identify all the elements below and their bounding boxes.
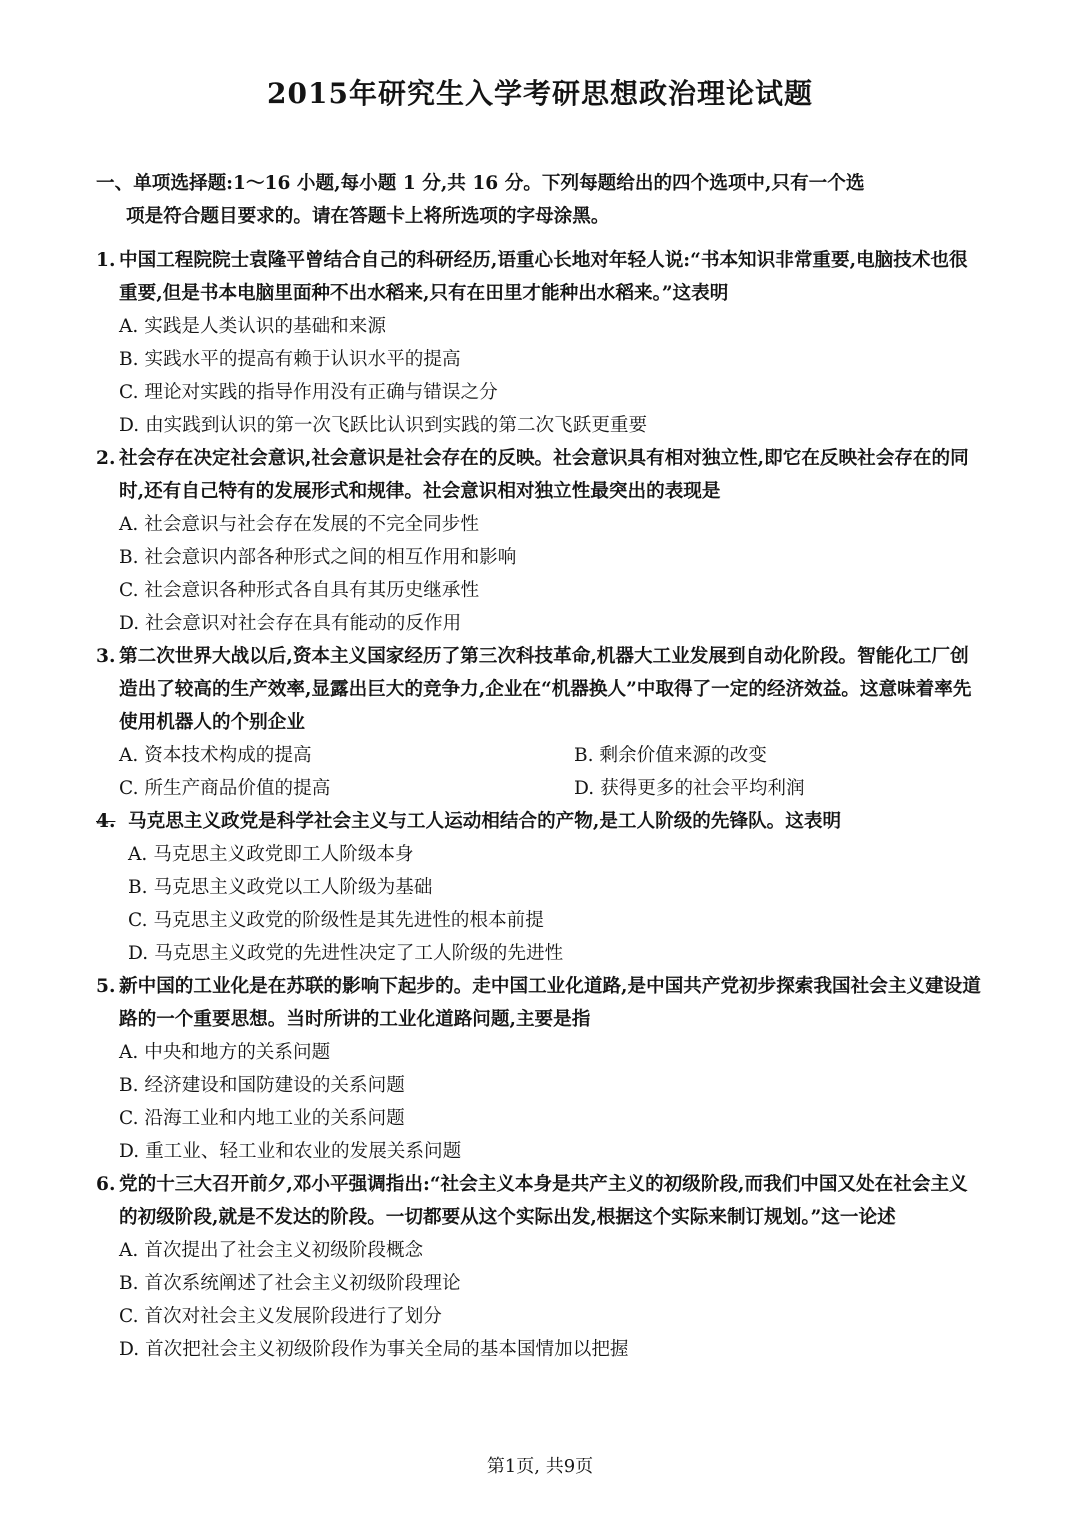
option-a: A. 中央和地方的关系问题 — [119, 1042, 331, 1063]
question-3 — [96, 640, 986, 805]
option-a: A. 马克思主义政党即工人阶级本身 — [128, 844, 414, 865]
question-stem — [96, 244, 986, 310]
option-c: C. 所生产商品价值的提高 — [119, 778, 331, 799]
option-a: A. 实践是人类认识的基础和来源 — [119, 316, 386, 337]
question-number: 5. — [96, 976, 116, 997]
question-text: 第二次世界大战以后,资本主义国家经历了第三次科技革命,机器大工业发展到自动化阶段。智能化工厂创造出了较高的生产效率,显露出巨大的竞争力,企业在“机器换人”中取得了一定的经济效益。这意味着率先使用机器人的个别企业 — [119, 646, 972, 733]
option-b: B. 经济建设和国防建设的关系问题 — [119, 1075, 405, 1096]
section-instructions — [96, 167, 996, 233]
option-b: B. 剩余价值来源的改变 — [574, 745, 767, 766]
question-1 — [96, 244, 986, 442]
option-d: D. 首次把社会主义初级阶段作为事关全局的基本国情加以把握 — [119, 1339, 629, 1360]
option-c: C. 社会意识各种形式各自具有其历史继承性 — [119, 580, 480, 601]
option-list — [96, 838, 986, 970]
question-stem — [96, 640, 986, 739]
option-c: C. 马克思主义政党的阶级性是其先进性的根本前提 — [128, 910, 544, 931]
question-text: 马克思主义政党是科学社会主义与工人运动相结合的产物,是工人阶级的先锋队。这表明 — [128, 811, 842, 832]
option-d: D. 马克思主义政党的先进性决定了工人阶级的先进性 — [128, 943, 564, 964]
question-number: 3. — [96, 646, 116, 667]
question-stem — [96, 1168, 986, 1234]
question-2 — [96, 442, 986, 640]
option-d: D. 由实践到认识的第一次飞跃比认识到实践的第二次飞跃更重要 — [119, 415, 648, 436]
question-5 — [96, 970, 986, 1168]
question-number: 1. — [96, 250, 116, 271]
option-list — [96, 739, 986, 805]
question-number: 6. — [96, 1174, 116, 1195]
option-b: B. 首次系统阐述了社会主义初级阶段理论 — [119, 1273, 461, 1294]
option-a: A. 资本技术构成的提高 — [119, 745, 312, 766]
question-4 — [96, 805, 986, 970]
option-c: C. 首次对社会主义发展阶段进行了划分 — [119, 1306, 442, 1327]
question-6 — [96, 1168, 986, 1366]
option-list — [96, 508, 986, 640]
option-list — [96, 310, 986, 442]
question-list — [96, 244, 986, 1366]
option-list — [96, 1036, 986, 1168]
option-b: B. 实践水平的提高有赖于认识水平的提高 — [119, 349, 461, 370]
section-instructions-line2: 项是符合题目要求的。请在答题卡上将所选项的字母涂黑。 — [126, 206, 610, 227]
option-a: A. 首次提出了社会主义初级阶段概念 — [119, 1240, 424, 1261]
page-title: 2015年研究生入学考研思想政治理论试题 — [267, 77, 813, 110]
option-a: A. 社会意识与社会存在发展的不完全同步性 — [119, 514, 479, 535]
option-b: B. 社会意识内部各种形式之间的相互作用和影响 — [119, 547, 517, 568]
option-d: D. 社会意识对社会存在具有能动的反作用 — [119, 613, 462, 634]
question-stem — [96, 805, 986, 838]
page-footer: 第1页, 共9页 — [486, 1456, 594, 1477]
question-stem — [96, 442, 986, 508]
question-text: 新中国的工业化是在苏联的影响下起步的。走中国工业化道路,是中国共产党初步探索我国社会主义建设道路的一个重要思想。当时所讲的工业化道路问题,主要是指 — [119, 976, 981, 1030]
question-number: 4. — [96, 811, 116, 832]
question-number: 2. — [96, 448, 116, 469]
option-d: D. 获得更多的社会平均利润 — [574, 778, 805, 799]
section-instructions-line1: 一、单项选择题:1～16 小题,每小题 1 分,共 16 分。下列每题给出的四个选项中,只有一个选 — [96, 173, 865, 194]
question-text: 社会存在决定社会意识,社会意识是社会存在的反映。社会意识具有相对独立性,即它在反映社会存在的同时,还有自己特有的发展形式和规律。社会意识相对独立性最突出的表现是 — [119, 448, 969, 502]
option-b: B. 马克思主义政党以工人阶级为基础 — [128, 877, 433, 898]
question-text: 党的十三大召开前夕,邓小平强调指出:“社会主义本身是共产主义的初级阶段,而我们中国又处在社会主义的初级阶段,就是不发达的阶段。一切都要从这个实际出发,根据这个实际来制订规划。”这一论述 — [119, 1174, 968, 1228]
option-c: C. 理论对实践的指导作用没有正确与错误之分 — [119, 382, 498, 403]
question-text: 中国工程院院士袁隆平曾结合自己的科研经历,语重心长地对年轻人说:“书本知识非常重要,电脑技术也很重要,但是书本电脑里面种不出水稻来,只有在田里才能种出水稻来。”这表明 — [119, 250, 968, 304]
option-list — [96, 1234, 986, 1366]
option-d: D. 重工业、轻工业和农业的发展关系问题 — [119, 1141, 462, 1162]
option-c: C. 沿海工业和内地工业的关系问题 — [119, 1108, 405, 1129]
question-stem — [96, 970, 986, 1036]
